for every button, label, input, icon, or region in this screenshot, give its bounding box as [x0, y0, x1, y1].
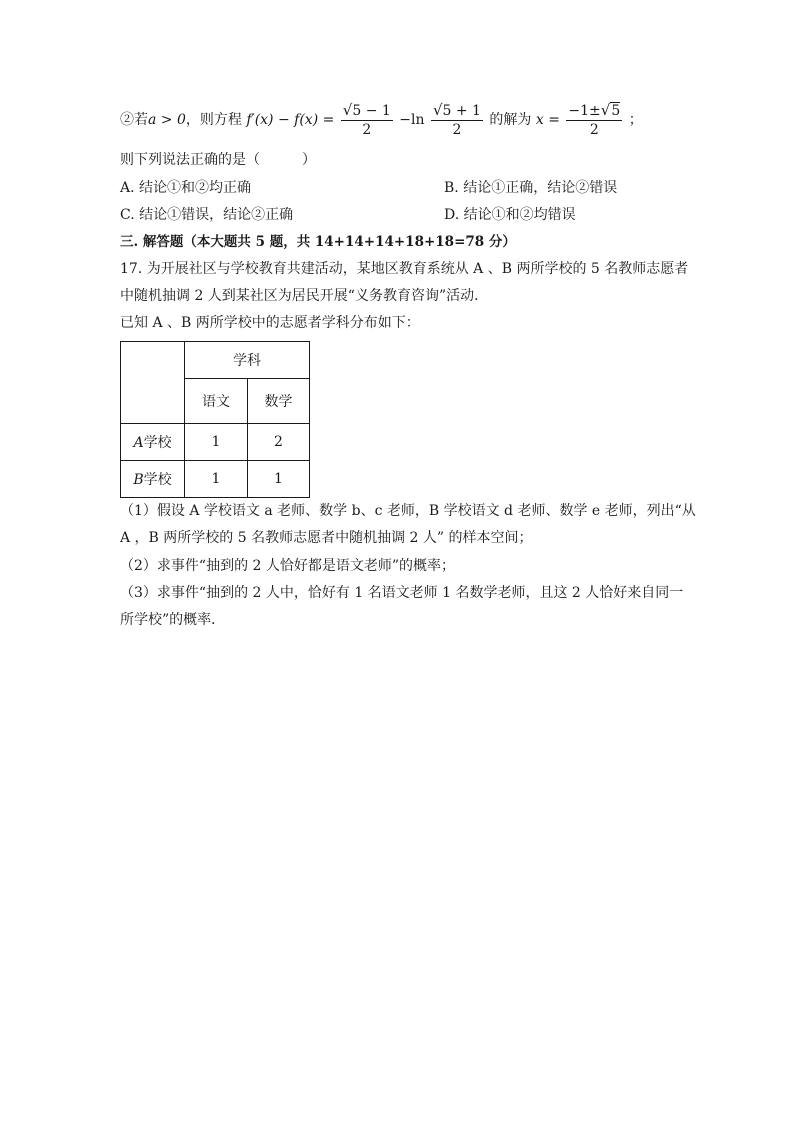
- table-cell: 1: [185, 424, 248, 461]
- option-c: C. 结论①错误，结论②正确: [120, 207, 294, 223]
- table-cell: 1: [185, 461, 248, 498]
- fraction-2-numerator: 5 + 1: [442, 103, 481, 119]
- table-row: [121, 461, 310, 498]
- fraction-1: [341, 101, 393, 139]
- fraction-3-radicand: 5: [611, 103, 621, 119]
- table-cell: 2: [248, 424, 310, 461]
- minus-ln: −ln: [399, 112, 425, 128]
- table-corner-cell: [121, 342, 185, 424]
- table-row: [121, 424, 310, 461]
- sqrt-icon: √: [432, 101, 443, 119]
- subquestion-1-line-1: （1）假设 A 学校语文 a 老师、数学 b、c 老师，B 学校语文 d 老师、数学 e 老师，列出“从: [120, 503, 696, 519]
- equation-left: f′(x) − f(x) =: [246, 112, 335, 128]
- subquestion-2: （2）求事件“抽到的 2 人恰好都是语文老师”的概率；: [120, 558, 456, 574]
- sqrt-icon: √: [600, 101, 611, 119]
- fraction-2: [431, 101, 483, 139]
- table-row-label: A学校: [121, 424, 185, 461]
- condition-2: [120, 100, 643, 140]
- fraction-1-numerator: 5 − 1: [352, 103, 391, 119]
- solution-text: 的解为: [489, 112, 532, 128]
- section-heading: 三. 解答题（本大题共 5 题，共 14+14+14+18+18=78 分）: [120, 234, 516, 250]
- condition-2-prefix: ②若: [120, 112, 148, 128]
- subquestion-3-line-1: （3）求事件“抽到的 2 人中，恰好有 1 名语文老师 1 名数学老师，且这 2 人恰好来自同一: [120, 585, 684, 601]
- fraction-3-numerator-prefix: −1±: [568, 103, 601, 119]
- option-d: D. 结论①和②均错误: [444, 207, 576, 223]
- table-cell: 1: [248, 461, 310, 498]
- option-b: B. 结论①正确，结论②错误: [444, 180, 618, 196]
- table-group-header: 学科: [185, 342, 310, 379]
- problem-17-line-1: 17. 为开展社区与学校教育共建活动，某地区教育系统从 A 、B 两所学校的 5 名教师志愿者: [120, 261, 689, 277]
- table-col-header-chinese: 语文: [185, 379, 248, 424]
- fraction-2-denominator: 2: [452, 122, 462, 138]
- option-a: A. 结论①和②均正确: [120, 180, 252, 196]
- subject-distribution-table: [120, 341, 310, 498]
- subquestion-1-line-2: A ，B 两所学校的 5 名教师志愿者中随机抽调 2 人” 的样本空间；: [120, 530, 533, 546]
- fraction-1-denominator: 2: [362, 122, 372, 138]
- table-row-label: B学校: [121, 461, 185, 498]
- problem-17-line-3: 已知 A 、B 两所学校中的志愿者学科分布如下：: [120, 315, 420, 331]
- subquestion-3-line-2: 所学校”的概率．: [120, 612, 226, 628]
- table-col-header-math: 数学: [248, 379, 310, 424]
- sqrt-icon: √: [342, 101, 353, 119]
- condition-a-positive: a > 0: [148, 112, 186, 128]
- fraction-3: [566, 101, 622, 139]
- fraction-3-denominator: 2: [589, 122, 599, 138]
- x-equals: x =: [535, 112, 560, 128]
- condition-2-mid: ，则方程: [185, 112, 242, 128]
- condition-2-end: ；: [628, 112, 643, 128]
- question-prompt: 则下列说法正确的是（ ）: [120, 152, 316, 168]
- problem-17-line-2: 中随机抽调 2 人到某社区为居民开展“义务教育咨询”活动．: [120, 288, 489, 304]
